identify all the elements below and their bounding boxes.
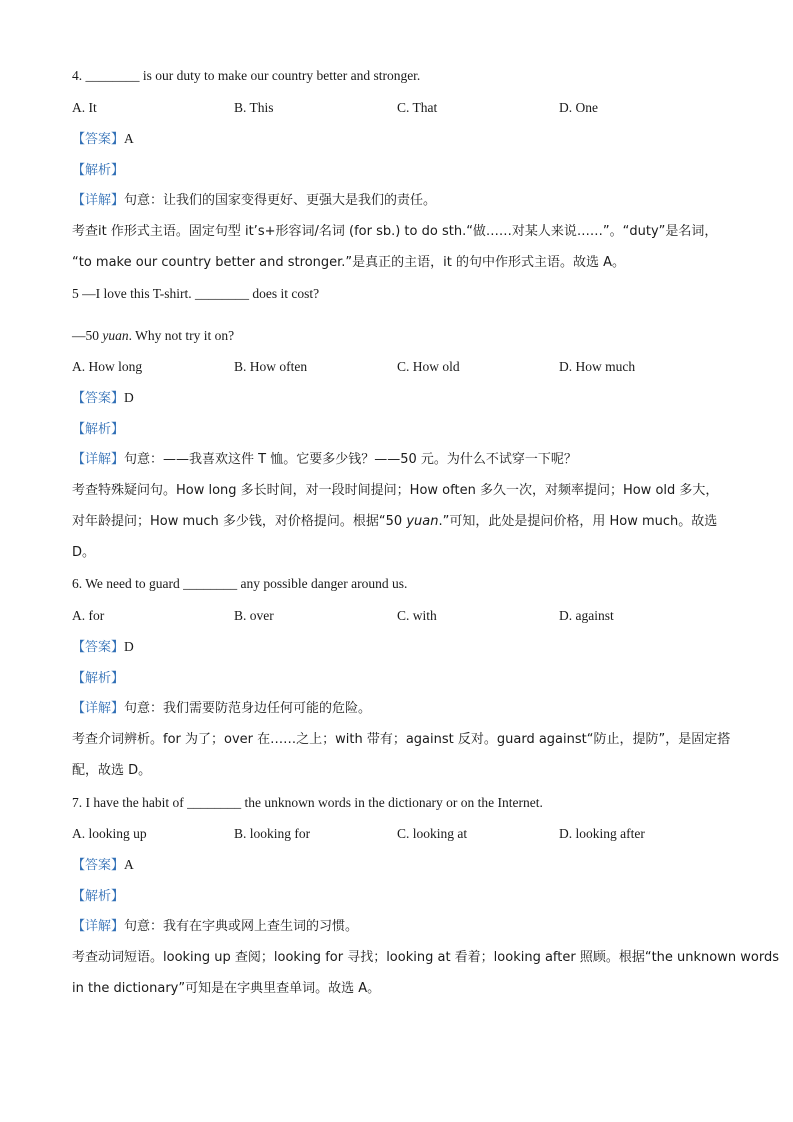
q5-answer: 【答案】D (72, 390, 134, 406)
q4-detail-1: 【详解】句意：让我们的国家变得更好、更强大是我们的责任。 (72, 193, 437, 208)
q6-answer: 【答案】D (72, 639, 134, 655)
q7-detail-2: 考查动词短语。looking up 查阅；looking for 寻找；looking at 看着；looking after 照顾。根据“the unknown words (72, 950, 779, 965)
q6-option-c: C. with (397, 608, 437, 623)
q5-option-a: A. How long (72, 359, 143, 374)
q7-option-c: C. looking at (397, 826, 468, 841)
answer-value: A (124, 131, 134, 146)
q6-analysis-tag: 【解析】 (72, 671, 125, 686)
question-5-stem: 5 —I love this T-shirt. ________ does it cost? (72, 286, 320, 301)
q6-detail-3: 配，故选 D。 (72, 763, 152, 778)
q5-detail-3: 对年龄提问；How much 多少钱，对价格提问。根据“50 yuan.”可知，此处是提问价格，用 How much。故选 (72, 514, 718, 529)
q5-analysis-tag: 【解析】 (72, 422, 125, 437)
q7-answer: 【答案】A (72, 857, 134, 873)
q6-option-b: B. over (234, 608, 274, 623)
question-4-stem: 4. ________ is our duty to make our country better and stronger. (72, 68, 421, 83)
q5-detail-2: 考查特殊疑问句。How long 多长时间，对一段时间提问；How often 多久一次，对频率提问；How old 多大， (72, 483, 719, 498)
q7-option-d: D. looking after (559, 826, 645, 841)
q6-option-a: A. for (72, 608, 105, 623)
q4-option-b: B. This (234, 100, 274, 115)
q7-analysis-tag: 【解析】 (72, 889, 125, 904)
q6-detail-2: 考查介词辨析。for 为了；over 在……之上；with 带有；against 反对。guard against“防止，提防”，是固定搭 (72, 732, 731, 747)
q6-option-d: D. against (559, 608, 614, 623)
question-5-reply: —50 yuan. Why not try it on? (72, 328, 235, 343)
q7-detail-1: 【详解】句意：我有在字典或网上查生词的习惯。 (72, 919, 359, 934)
q5-option-c: C. How old (397, 359, 460, 374)
q4-option-a: A. It (72, 100, 97, 115)
q5-detail-1: 【详解】句意：——我喜欢这件 T 恤。它要多少钱？——50 元。为什么不试穿一下呢？ (72, 452, 577, 467)
q5-option-b: B. How often (234, 359, 308, 374)
q5-option-d: D. How much (559, 359, 636, 374)
q4-option-d: D. One (559, 100, 598, 115)
answer-tag: 【答案】 (72, 132, 125, 147)
question-7-stem: 7. I have the habit of ________ the unknown words in the dictionary or on the Internet. (72, 795, 543, 810)
q7-option-b: B. looking for (234, 826, 311, 841)
question-6-stem: 6. We need to guard ________ any possible danger around us. (72, 576, 408, 591)
q4-answer (72, 129, 134, 150)
q6-detail-1: 【详解】句意：我们需要防范身边任何可能的危险。 (72, 701, 372, 716)
q4-detail-2: 考查it 作形式主语。固定句型 it’s+形容词/名词 (for sb.) to do sth.“做……对某人来说……”。“duty”是名词， (72, 224, 718, 239)
q4-analysis-tag: 【解析】 (72, 163, 125, 178)
q7-option-a: A. looking up (72, 826, 147, 841)
q7-detail-3: in the dictionary”可知是在字典里查单词。故选 A。 (72, 981, 381, 996)
q4-detail-3: “to make our country better and stronger.”是真正的主语，it 的句中作形式主语。故选 A。 (72, 255, 626, 270)
q5-detail-4: D。 (72, 545, 96, 560)
q4-option-c: C. That (397, 100, 438, 115)
